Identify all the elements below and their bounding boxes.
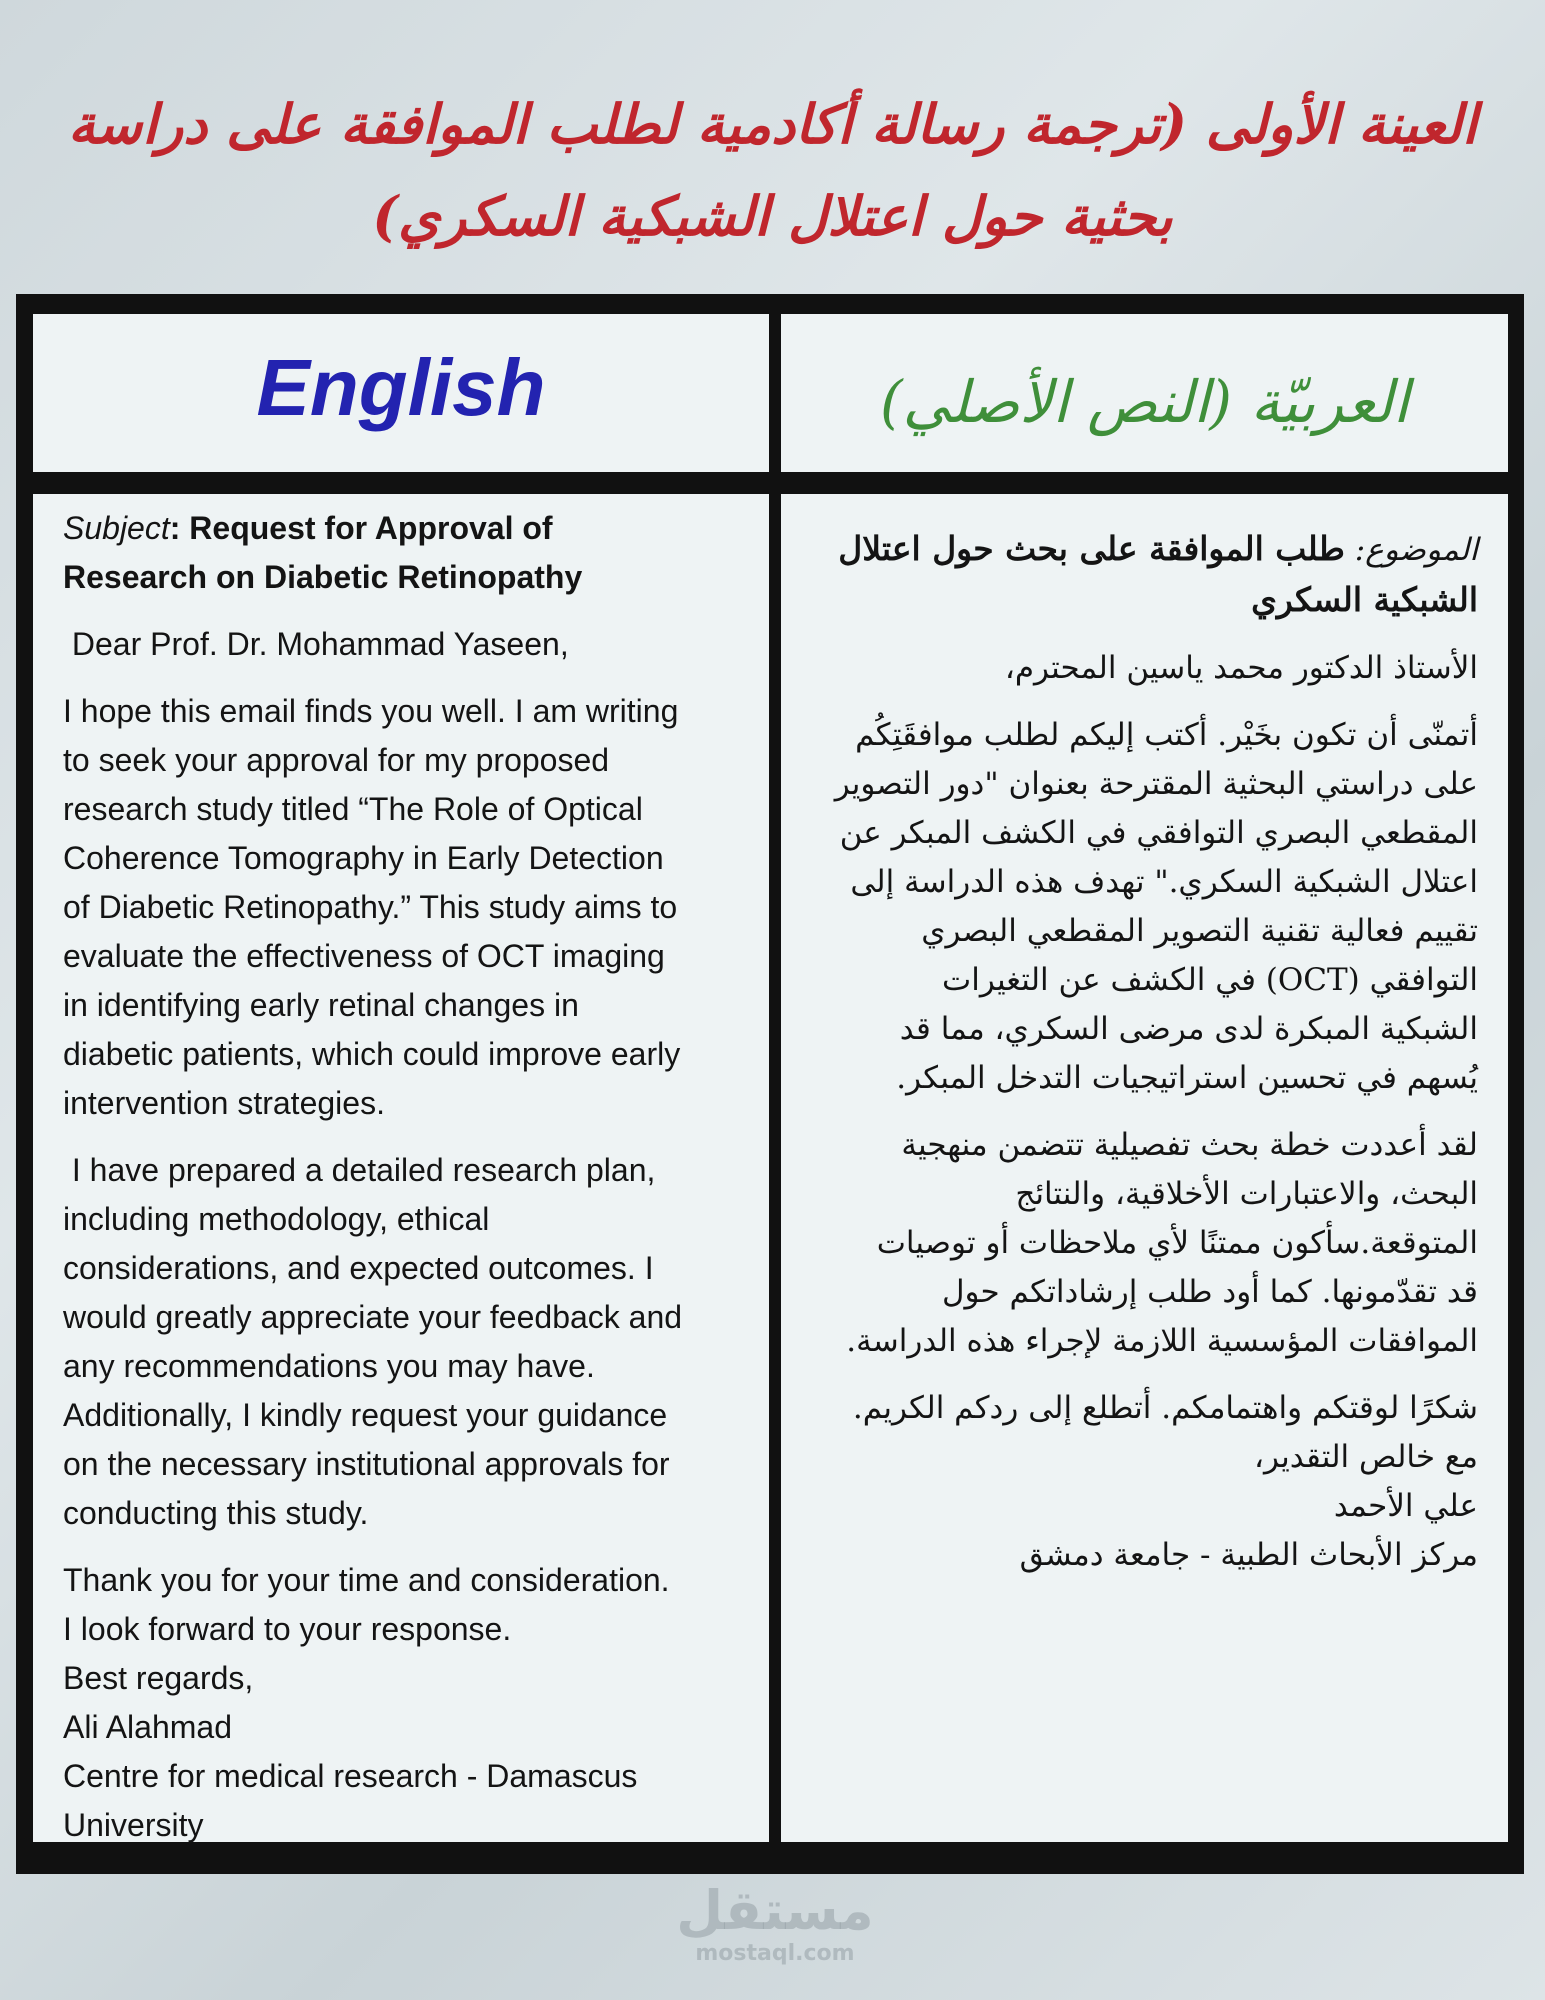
english-p2-line: including methodology, ethical (63, 1201, 490, 1237)
arabic-p1-line: على دراستي البحثية المقترحة بعنوان "دور التصوير (834, 766, 1478, 802)
arabic-paragraph-1 (801, 711, 1478, 1103)
page-title-line-2: بحثية حول اعتلال الشبكية السكري) (372, 184, 1173, 248)
arabic-subject-key: الموضوع: (1344, 532, 1478, 568)
english-subject-line-2: Research on Diabetic Retinopathy (63, 559, 583, 595)
mostaql-watermark (670, 1880, 880, 1966)
arabic-p1-line: الشبكية المبكرة لدى مرضى السكري، مما قد (899, 1011, 1478, 1047)
english-p1-line: in identifying early retinal changes in (63, 987, 579, 1023)
english-p2-line: on the necessary institutional approvals for (63, 1446, 670, 1482)
english-p2-line: any recommendations you may have. (63, 1348, 595, 1384)
arabic-closing (801, 1384, 1478, 1580)
english-subject-line-1: Request for Approval of (189, 510, 553, 546)
arabic-subject (801, 524, 1478, 626)
page-title-line-1: العينة الأولى (ترجمة رسالة أكادمية لطلب الموافقة على دراسة (67, 92, 1477, 156)
english-header-cell (33, 314, 769, 472)
arabic-closing-line: شكرًا لوقتكم واهتمامكم. أتطلع إلى ردكم الكريم. (852, 1390, 1478, 1426)
english-paragraph-1 (63, 687, 757, 1128)
arabic-p1-line: المقطعي البصري التوافقي في الكشف المبكر عن (839, 815, 1478, 851)
english-signature-org: University (63, 1807, 204, 1843)
arabic-p1-line: التوافقي (OCT) في الكشف عن التغيرات (942, 962, 1478, 998)
arabic-subject-line-2: الشبكية السكري (1251, 580, 1478, 619)
arabic-p1-line: يُسهم في تحسين استراتيجيات التدخل المبكر. (896, 1060, 1478, 1096)
english-salutation: Dear Prof. Dr. Mohammad Yaseen, (63, 626, 569, 662)
arabic-header-cell (781, 314, 1508, 472)
english-signature-name: Ali Alahmad (63, 1709, 232, 1745)
english-p1-line: Coherence Tomography in Early Detection (63, 840, 664, 876)
arabic-salutation: الأستاذ الدكتور محمد ياسين المحترم، (1004, 650, 1478, 686)
arabic-p2-line: الموافقات المؤسسية اللازمة لإجراء هذه الدراسة. (846, 1323, 1478, 1359)
english-closing-line: I look forward to your response. (63, 1611, 512, 1647)
english-p1-line: of Diabetic Retinopathy.” This study aims to (63, 889, 678, 925)
english-p1-line: diabetic patients, which could improve early (63, 1036, 681, 1072)
english-p2-line: Additionally, I kindly request your guidance (63, 1397, 668, 1433)
english-closing (63, 1556, 757, 1850)
english-p1-line: evaluate the effectiveness of OCT imaging (63, 938, 665, 974)
english-p2-line: I have prepared a detailed research plan, (63, 1152, 656, 1188)
arabic-p1-line: أتمنّى أن تكون بخَيْر. أكتب إليكم لطلب موافقَتِكُم (855, 717, 1478, 753)
english-p1-line: intervention strategies. (63, 1085, 385, 1121)
watermark-logo-text: مستقل (676, 1879, 874, 1942)
arabic-p1-line: اعتلال الشبكية السكري." تهدف هذه الدراسة إلى (850, 864, 1478, 900)
arabic-letter (781, 494, 1508, 1842)
arabic-header: العربيّة (النص الأصلي) (880, 368, 1409, 436)
arabic-signature-org: مركز الأبحاث الطبية - جامعة دمشق (1019, 1537, 1478, 1573)
arabic-p2-line: المتوقعة.سأكون ممتنًا لأي ملاحظات أو توصيات (876, 1225, 1478, 1261)
english-letter (33, 494, 769, 1842)
english-subject (63, 504, 757, 602)
english-p1-line: research study titled “The Role of Optical (63, 791, 643, 827)
comparison-table (16, 294, 1524, 1874)
english-p2-line: conducting this study. (63, 1495, 369, 1531)
english-paragraph-2 (63, 1146, 757, 1538)
arabic-paragraph-2 (801, 1121, 1478, 1366)
arabic-p1-line: تقييم فعالية تقنية التصوير المقطعي البصري (921, 913, 1478, 949)
arabic-p2-line: قد تقدّمونها. كما أود طلب إرشاداتكم حول (941, 1274, 1478, 1310)
english-signature-org: Centre for medical research - Damascus (63, 1758, 638, 1794)
english-header: English (256, 343, 546, 432)
arabic-subject-line-1: طلب الموافقة على بحث حول اعتلال (838, 529, 1345, 568)
english-subject-key: Subject (63, 510, 170, 546)
page-title (0, 78, 1545, 262)
english-closing-line: Thank you for your time and consideration. (63, 1562, 670, 1598)
watermark-url: mostaql.com (695, 1941, 855, 1966)
english-p1-line: to seek your approval for my proposed (63, 742, 610, 778)
arabic-p2-line: البحث، والاعتبارات الأخلاقية، والنتائج (1015, 1176, 1478, 1212)
arabic-closing-line: مع خالص التقدير، (1254, 1439, 1478, 1475)
english-p1-line: I hope this email finds you well. I am writing (63, 693, 679, 729)
english-p2-line: considerations, and expected outcomes. I (63, 1250, 654, 1286)
english-subject-sep: : (169, 510, 190, 546)
english-p2-line: would greatly appreciate your feedback and (63, 1299, 683, 1335)
arabic-signature-name: علي الأحمد (1333, 1488, 1478, 1524)
arabic-p2-line: لقد أعددت خطة بحث تفصيلية تتضمن منهجية (901, 1127, 1478, 1163)
english-closing-line: Best regards, (63, 1660, 254, 1696)
